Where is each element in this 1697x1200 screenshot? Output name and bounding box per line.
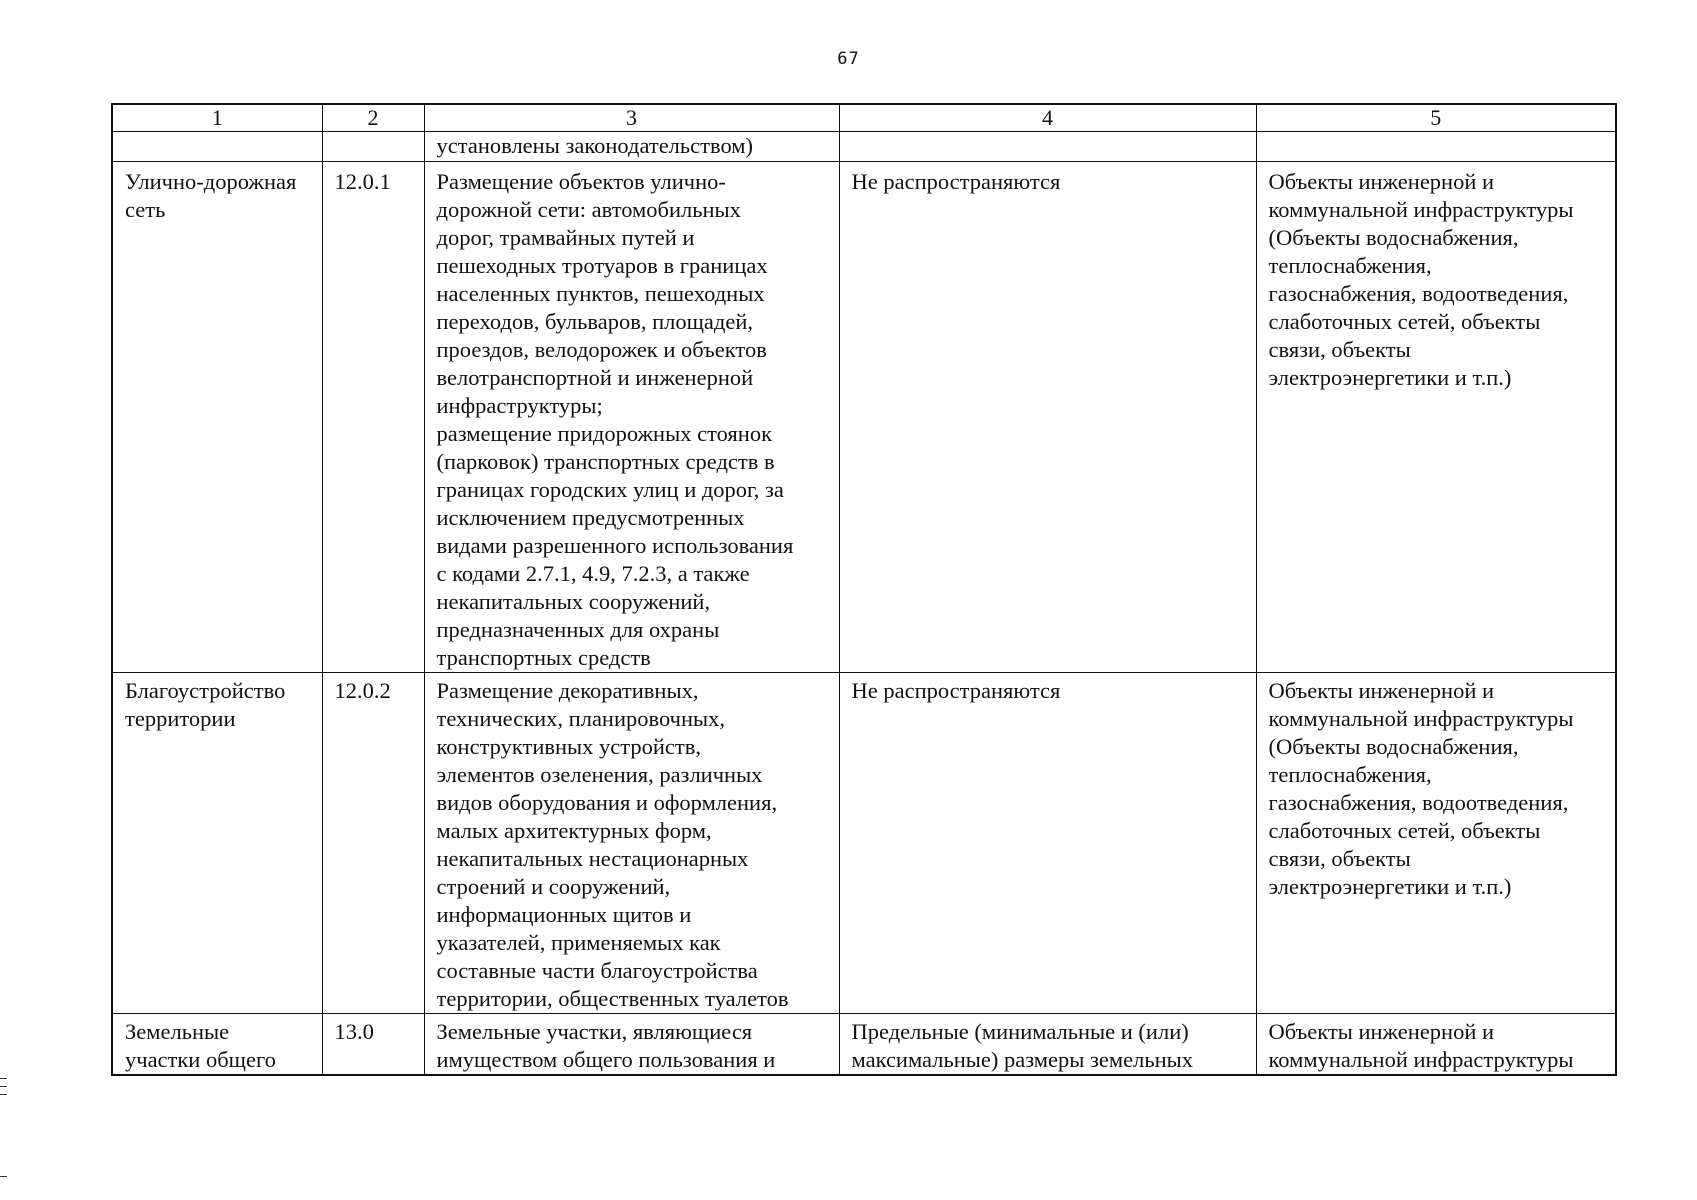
use-name-cell: Земельные участки общего (112, 1014, 322, 1076)
scan-edge-mark (0, 1176, 7, 1177)
table-row (112, 1014, 1616, 1076)
table-header-row (112, 104, 1616, 132)
table-row (112, 673, 1616, 1014)
continuation-col-2 (322, 132, 424, 162)
use-description-cell: Земельные участки, являющиеся имуществом общего пользования и (424, 1014, 839, 1076)
use-description-cell: Размещение объектов улично- дорожной сети: автомобильных дорог, трамвайных путей и пешеходных тротуаров в границах населенных пунктов, пешеходных переходов, бульваров, площадей, проездов, велодорожек и объектов велотранспортной и инженерной инфраструктуры; размещение придорожных стоянок (парковок) транспортных средств в границах городских улиц и дорог, за исключением предусмотренных видами разрешенного использования с кодами 2.7.1, 4.9, 7.2.3, а также некапитальных сооружений, предназначенных для охраны транспортных средств (424, 162, 839, 673)
use-code-cell: 12.0.1 (322, 162, 424, 673)
continuation-col-4 (839, 132, 1256, 162)
scan-edge-mark (0, 1086, 7, 1087)
objects-cell: Объекты инженерной и коммунальной инфраструктуры (1256, 1014, 1616, 1076)
use-name-cell: Улично-дорожная сеть (112, 162, 322, 673)
continuation-col-5 (1256, 132, 1616, 162)
use-code-cell: 13.0 (322, 1014, 424, 1076)
limits-cell: Не распространяются (839, 162, 1256, 673)
header-col-5: 5 (1256, 104, 1616, 132)
header-col-3: 3 (424, 104, 839, 132)
use-name-cell: Благоустройство территории (112, 673, 322, 1014)
header-col-4: 4 (839, 104, 1256, 132)
header-col-1: 1 (112, 104, 322, 132)
scan-edge-mark (0, 1078, 7, 1079)
continuation-col-1 (112, 132, 322, 162)
page-number: 67 (837, 49, 860, 69)
table-row (112, 162, 1616, 673)
regulations-table (111, 103, 1617, 1076)
use-code-cell: 12.0.2 (322, 673, 424, 1014)
scan-edge-mark (0, 1094, 7, 1095)
limits-cell: Предельные (минимальные и (или) максимальные) размеры земельных (839, 1014, 1256, 1076)
continuation-row (112, 132, 1616, 162)
use-description-cell: Размещение декоративных, технических, планировочных, конструктивных устройств, элементов озеленения, различных видов оборудования и оформления, малых архитектурных форм, некапитальных нестационарных строений и сооружений, информационных щитов и указателей, применяемых как составные части благоустройства территории, общественных туалетов (424, 673, 839, 1014)
limits-cell: Не распространяются (839, 673, 1256, 1014)
objects-cell: Объекты инженерной и коммунальной инфраструктуры (Объекты водоснабжения, теплоснабжения, газоснабжения, водоотведения, слаботочных сетей, объекты связи, объекты электроэнергетики и т.п.) (1256, 673, 1616, 1014)
header-col-2: 2 (322, 104, 424, 132)
objects-cell: Объекты инженерной и коммунальной инфраструктуры (Объекты водоснабжения, теплоснабжения, газоснабжения, водоотведения, слаботочных сетей, объекты связи, объекты электроэнергетики и т.п.) (1256, 162, 1616, 673)
continuation-col-3: установлены законодательством) (424, 132, 839, 162)
